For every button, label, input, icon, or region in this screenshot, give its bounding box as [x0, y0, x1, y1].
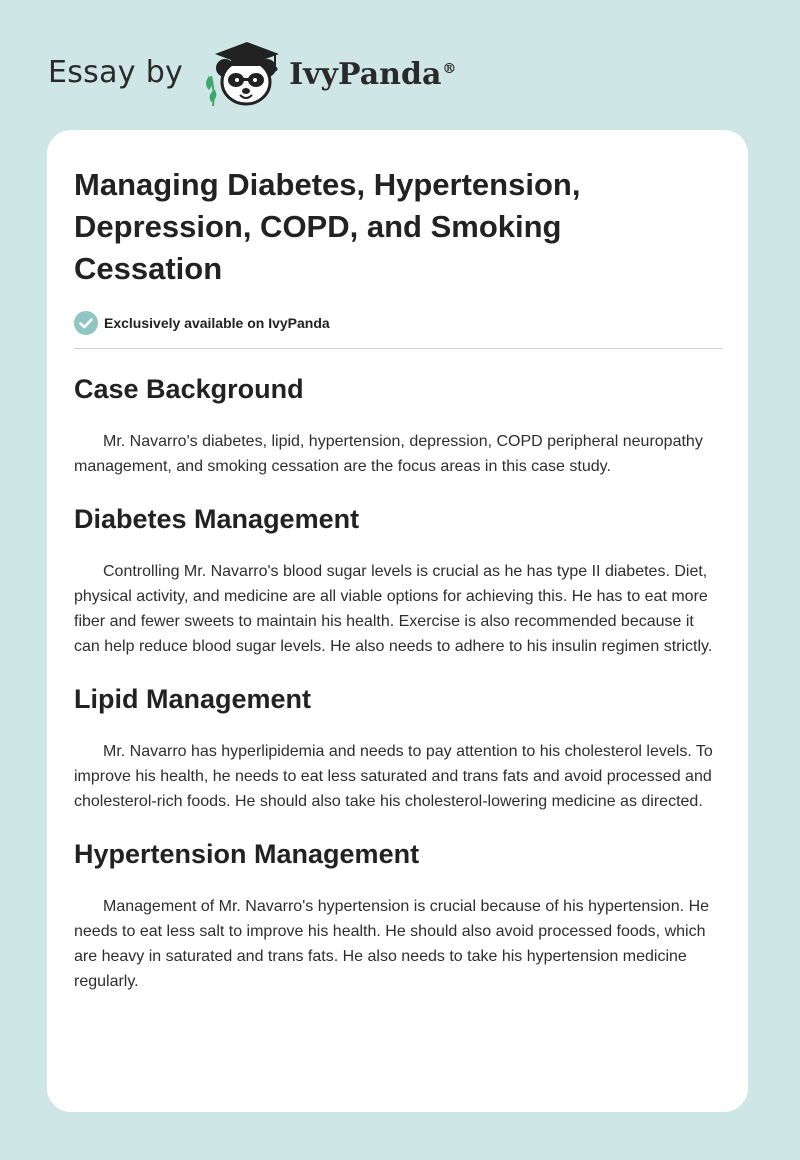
section-hypertension-management	[74, 838, 722, 994]
section-case-background	[74, 373, 722, 479]
section-heading: Hypertension Management	[74, 839, 420, 869]
panda-graduate-icon	[197, 36, 287, 108]
ivypanda-brand-name	[289, 57, 456, 92]
title-divider	[74, 348, 722, 349]
article-card	[47, 130, 748, 1112]
section-paragraph: Controlling Mr. Navarro's blood sugar levels is crucial as he has type II diabetes. Diet, physical activity, and medicine are all viable options for achieving this. He has to eat more fiber and fewer sweets to maintain his health. Exercise is also recommended because it can help reduce blood sugar levels. He also needs to adhere to his insulin regimen strictly.	[74, 563, 713, 655]
section-paragraph: Mr. Navarro has hyperlipidemia and needs to pay attention to his cholesterol levels. To improve his health, he needs to eat less saturated and trans fats and avoid processed and cholesterol-rich foods. He should also take his cholesterol-lowering medicine as directed.	[74, 743, 713, 810]
section-heading: Case Background	[74, 374, 304, 404]
site-header	[48, 36, 456, 108]
section-heading: Lipid Management	[74, 684, 312, 714]
section-lipid-management	[74, 683, 722, 814]
section-paragraph: Mr. Navarro's diabetes, lipid, hypertension, depression, COPD peripheral neuropathy management, and smoking cessation are the focus areas in this case study.	[74, 433, 703, 475]
brand-name-text: IvyPanda	[289, 56, 442, 92]
article-title: Managing Diabetes, Hypertension, Depression, COPD, and Smoking Cessation	[74, 167, 581, 286]
section-paragraph: Management of Mr. Navarro's hypertension is crucial because of his hypertension. He needs to eat less salt to improve his health. He should also avoid processed foods, which are heavy in saturated and trans fats. He also needs to take his hypertension medicine regularly.	[74, 898, 710, 990]
check-circle-icon	[74, 311, 98, 335]
section-diabetes-management	[74, 503, 722, 659]
essay-by-label: Essay by	[48, 54, 184, 90]
exclusive-label: Exclusively available on IvyPanda	[104, 315, 330, 331]
section-heading: Diabetes Management	[74, 504, 360, 534]
registered-mark: ®	[442, 60, 457, 77]
exclusive-badge	[74, 310, 722, 336]
